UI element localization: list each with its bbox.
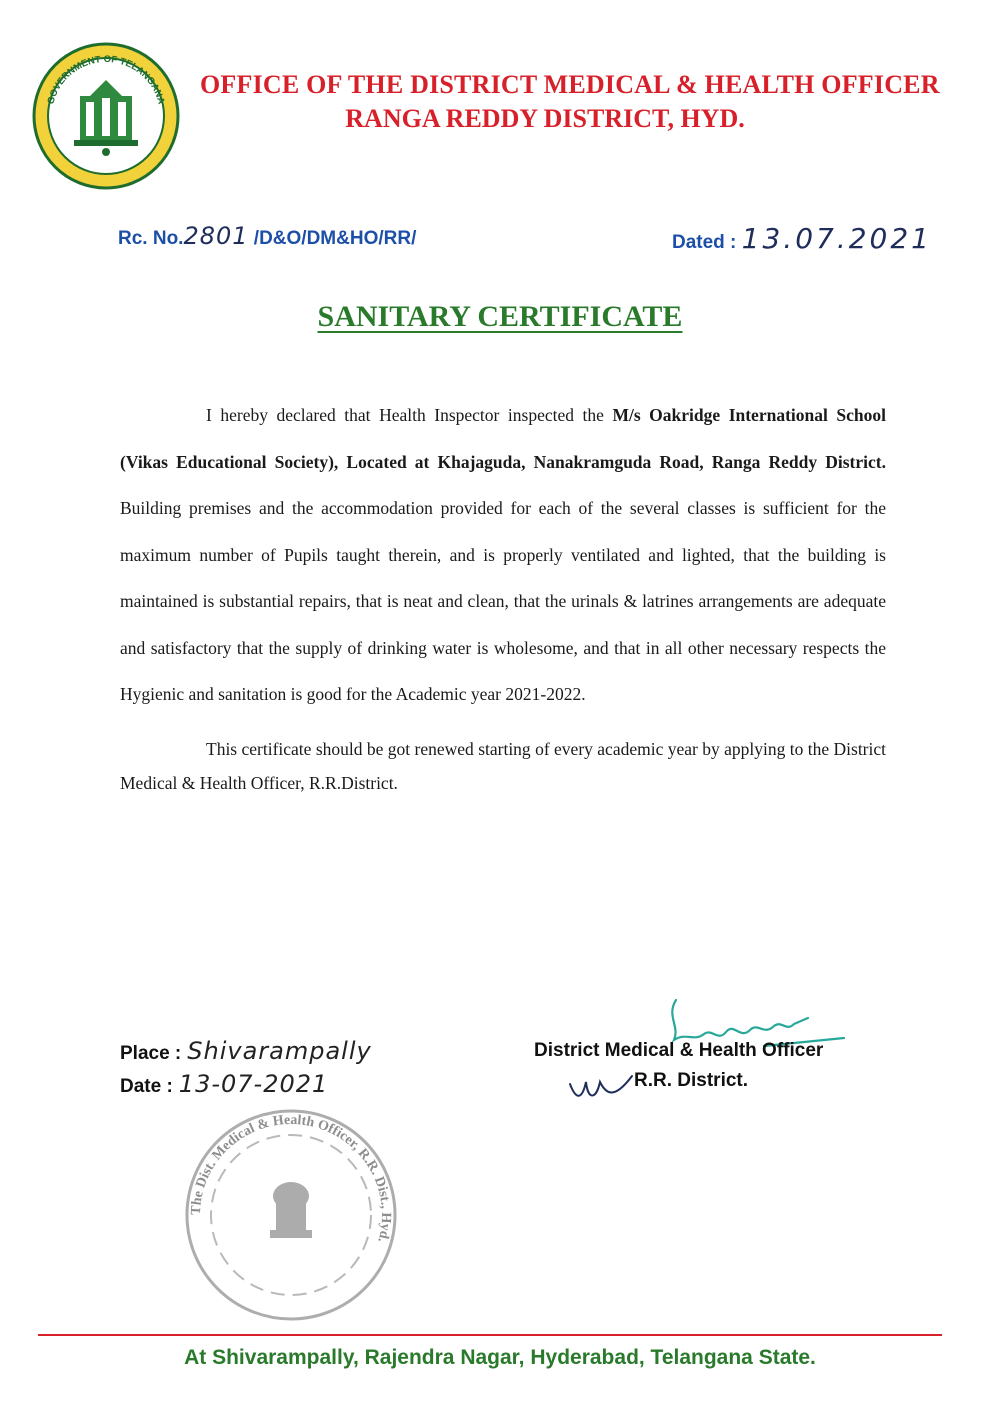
body-p1-intro: I hereby declared that Health Inspector inspected the xyxy=(206,405,613,425)
officer-designation: District Medical & Health Officer xyxy=(534,1040,824,1061)
body-paragraph-2: This certificate should be got renewed starting of every academic year by applying to the District Medical & Health Officer, R.R.District. xyxy=(120,738,886,793)
officer-initials xyxy=(566,1070,636,1106)
certificate-title-text: SANITARY CERTIFICATE xyxy=(317,300,683,333)
footer-divider xyxy=(38,1334,942,1336)
rc-number xyxy=(118,222,416,250)
rc-suffix: /D&O/DM&HO/RR/ xyxy=(248,228,417,249)
body-p1-rest: Building premises and the accommodation provided for each of the several classes is sufficient for the maximum number of Pupils taught therein, and is properly ventilated and lighted, that the building is maintained is substantial repairs, that is neat and clean, that the urinals & latrines arrangements are adequate and satisfactory that the supply of drinking water is wholesome, and that in all other necessary respects the Hygienic and sanitation is good for the Academic year 2021-2022. xyxy=(120,498,886,704)
rc-label: Rc. No. xyxy=(118,228,184,249)
place-value-handwritten: Shivarampally xyxy=(187,1037,372,1065)
date-label: Date : xyxy=(120,1076,173,1097)
telangana-emblem-logo xyxy=(30,40,182,192)
office-title-line2: RANGA REDDY DISTRICT, HYD. xyxy=(345,104,745,133)
rc-number-handwritten: 2801 xyxy=(183,222,249,250)
dated-label: Dated : xyxy=(671,232,742,253)
dated-field xyxy=(672,222,932,255)
certificate-title xyxy=(0,300,1000,334)
body-paragraph-1 xyxy=(120,392,886,718)
certificate-body xyxy=(120,392,886,800)
seal-text: The Dist. Medical & Health Officer, R.R. Dist., Hyd. xyxy=(188,1112,394,1245)
place-date-block xyxy=(120,1036,372,1102)
official-seal-stamp xyxy=(180,1104,402,1326)
body-p1-school-name: M/s Oakridge International School (Vikas Educational Society), Located at Khajaguda, Nanakramguda Road, Ranga Reddy District. xyxy=(120,405,886,472)
dated-value-handwritten: 13.07.2021 xyxy=(741,222,932,255)
date-line xyxy=(120,1069,372,1102)
place-label: Place : xyxy=(120,1043,182,1064)
place-line xyxy=(120,1036,372,1069)
date-value-handwritten: 13-07-2021 xyxy=(178,1070,329,1098)
office-title-line1: OFFICE OF THE DISTRICT MEDICAL & HEALTH OFFICER xyxy=(200,70,940,99)
officer-district: R.R. District. xyxy=(634,1070,749,1091)
reference-row xyxy=(118,218,948,258)
svg-text:GOVERNMENT OF TELANGANA: GOVERNMENT OF TELANGANA xyxy=(45,53,167,106)
footer-address: At Shivarampally, Rajendra Nagar, Hyderabad, Telangana State. xyxy=(184,1346,816,1369)
